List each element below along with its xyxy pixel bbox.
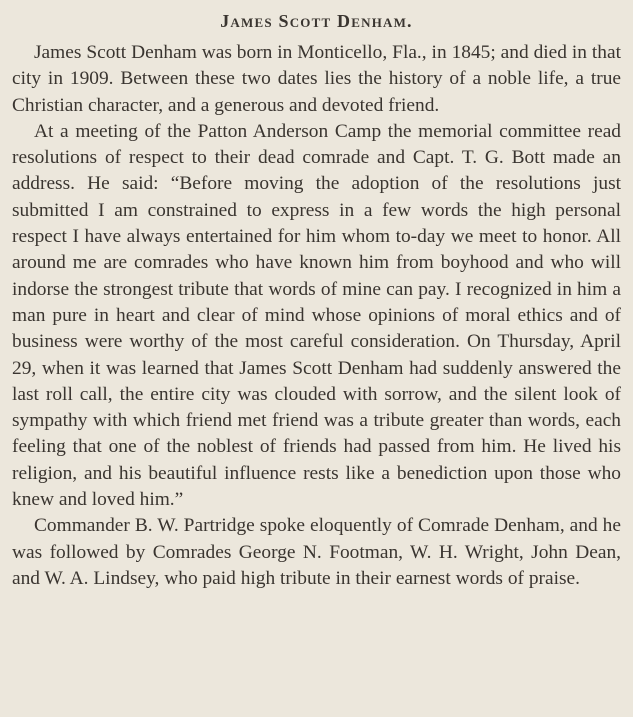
paragraph-camp-meeting-address: At a meeting of the Patton Anderson Camp the memorial committee read resolutions of respect to their dead comrade and Capt. T. G. Bott made an address. He said: “Before moving the adoption of the resolutions just submitted I am constrained to express in a few words the high personal respect I have always entertained for him whom to-day we meet to honor. All around me are comrades who have known him from boyhood and who will indorse the strongest tribute that words of mine can pay. I recognized in him a man pure in heart and clear of mind whose opinions of moral ethics and of business were worthy of the most careful consideration. On Thursday, April 29, when it was learned that James Scott Denham had suddenly answered the last roll call, the entire city was clouded with sorrow, and the silent look of sympathy with which friend met friend was a tribute greater than words, each feeling that one of the noblest of friends had passed from him. He lived his religion, and his beautiful influence rests like a benediction upon those who knew and loved him.” — [12, 120, 621, 511]
paragraph-tributes: Commander B. W. Partridge spoke eloquently of Comrade Denham, and he was followed by Comrades George N. Footman, W. H. Wright, John Dean, and W. A. Lindsey, who paid high tribute in their earnest words of praise. — [12, 515, 621, 589]
paragraph-biography: James Scott Denham was born in Monticello, Fla., in 1845; and died in that city in 1909. Between these two dates lies the history of a noble life, a true Christian character, and a generous and devoted friend. — [12, 42, 621, 116]
article-heading: James Scott Denham. — [220, 11, 413, 31]
